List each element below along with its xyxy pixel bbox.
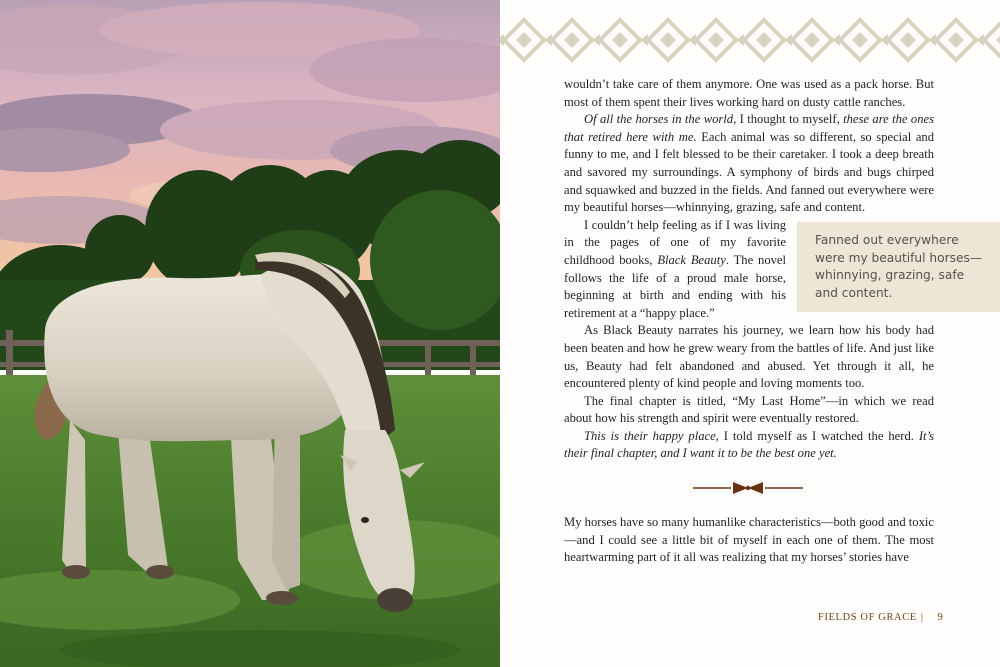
text-run: I thought to myself, <box>736 112 844 127</box>
pattern-motif <box>504 20 552 60</box>
pattern-motif <box>840 20 888 60</box>
italic-run: Black Beauty <box>657 252 726 267</box>
text-run: As Black Beauty narrates his journey, we learn how his body had been beaten and how he grew weary from the battles of life. And just like us, Beauty had felt abandoned and abused. Yet through it all, he encountered plenty of kind people and loving moments too. <box>564 323 934 391</box>
italic-run: Of all the horses in the world, <box>584 112 737 127</box>
italic-run: these are the ones that retired here with me. <box>564 112 934 144</box>
pattern-motif <box>696 20 744 60</box>
text-run: Each animal was so different, so special and funny to me, and I felt blessed to be their caretaker. I took a deep breath and savored my surroundings. A symphony of birds and bugs chirped and squawked and buzzed in the fields. And fanned out everywhere were my beautiful horses—whinnying, grazing, safe and content. <box>564 129 935 215</box>
pattern-motif <box>744 20 792 60</box>
pull-quote <box>797 222 1000 312</box>
section-break-ornament-icon <box>693 480 803 496</box>
pull-quote-text: Fanned out everywhere were my beautiful horses—whinnying, grazing, safe and content. <box>815 233 982 300</box>
text-run: wouldn’t take care of them anymore. One was used as a pack horse. But most of them spent their lives working hard on dusty cattle ranches. <box>564 77 934 109</box>
paragraph <box>564 428 934 463</box>
footer-separator: | <box>920 612 924 623</box>
italic-run: It’s their final chapter, and I want it to be the best one yet. <box>564 428 934 461</box>
paragraph <box>564 76 934 111</box>
text-run: . The novel follows the life of a proud male horse, beginning at birth and ending with his retirement at a “happy place.” <box>564 252 786 320</box>
paragraph <box>564 322 934 392</box>
italic-run: This is their happy place, <box>584 428 719 443</box>
continuation-paragraph <box>564 514 934 567</box>
pattern-motif <box>984 20 1000 60</box>
pattern-motif <box>552 20 600 60</box>
pattern-motif <box>792 20 840 60</box>
pattern-motif <box>936 20 984 60</box>
text-page <box>500 0 1000 667</box>
paragraph <box>564 111 934 217</box>
text-run: The final chapter is titled, “My Last Home”—in which we read about how his strength and spirit were eventually restored. <box>564 393 934 426</box>
pattern-motif <box>600 20 648 60</box>
decorative-pattern-band <box>500 16 1000 64</box>
text-run: I couldn’t help feeling as if I was living in the pages of one of my favorite childhood books, <box>564 217 786 267</box>
running-title: FIELDS OF GRACE <box>818 612 917 623</box>
pattern-motif <box>648 20 696 60</box>
pattern-motif <box>888 20 936 60</box>
page-footer <box>818 612 943 623</box>
page-number: 9 <box>937 612 944 623</box>
paragraph <box>564 393 934 428</box>
continuation-paragraph-text: My horses have so many humanlike characteristics—both good and toxic—and I could see a little bit of myself in each one of them. The most heartwarming part of it all was realizing that my horses’ stories have <box>564 515 934 565</box>
text-run: I told myself as I watched the herd. <box>718 428 919 443</box>
paragraph <box>564 217 786 323</box>
